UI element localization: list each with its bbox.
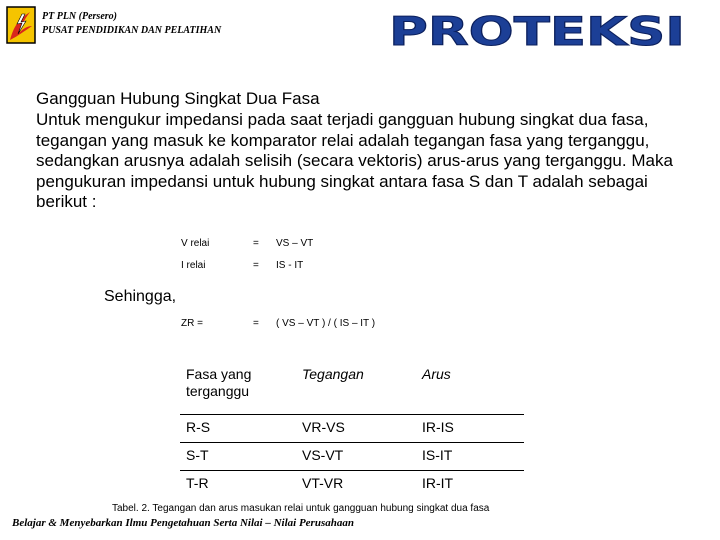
sehingga-label: Sehingga, bbox=[104, 288, 177, 305]
table-header-row bbox=[180, 360, 524, 415]
cell-arus: IR-IT bbox=[416, 471, 524, 499]
pln-logo-icon bbox=[6, 6, 36, 44]
cell-fasa: S-T bbox=[180, 443, 296, 471]
cell-tegangan: VR-VS bbox=[296, 415, 416, 443]
equation-i-relai-lhs: I relai bbox=[181, 260, 206, 271]
header-arus: Arus bbox=[422, 366, 451, 382]
cell-arus: IS-IT bbox=[416, 443, 524, 471]
table-row bbox=[180, 443, 524, 471]
table-caption: Tabel. 2. Tegangan dan arus masukan relai untuk gangguan hubung singkat dua fasa bbox=[112, 503, 490, 514]
equation-v-relai-rhs: VS – VT bbox=[276, 238, 314, 249]
equation-zr-equals: = bbox=[253, 318, 259, 329]
phase-table bbox=[180, 360, 524, 498]
equation-i-relai-equals: = bbox=[253, 260, 259, 271]
cell-tegangan: VS-VT bbox=[296, 443, 416, 471]
org-name-line2: PUSAT PENDIDIKAN DAN PELATIHAN bbox=[42, 25, 222, 36]
footer-slogan: Belajar & Menyebarkan Ilmu Pengetahuan Serta Nilai – Nilai Perusahaan bbox=[12, 517, 354, 529]
equation-v-relai-equals: = bbox=[253, 238, 259, 249]
equation-zr-rhs: ( VS – VT ) / ( IS – IT ) bbox=[276, 318, 376, 329]
proteksi-wordmark bbox=[384, 12, 690, 52]
equation-v-relai-lhs: V relai bbox=[181, 238, 210, 249]
equation-i-relai-rhs: IS - IT bbox=[276, 260, 304, 271]
wordmark-text: PROTEKSI bbox=[389, 12, 685, 52]
cell-tegangan: VT-VR bbox=[296, 471, 416, 499]
table-row bbox=[180, 471, 524, 499]
table-row bbox=[180, 415, 524, 443]
cell-fasa: R-S bbox=[180, 415, 296, 443]
org-name-line1: PT PLN (Persero) bbox=[42, 11, 117, 22]
cell-fasa: T-R bbox=[180, 471, 296, 499]
equation-zr-lhs: ZR = bbox=[181, 318, 203, 329]
cell-arus: IR-IS bbox=[416, 415, 524, 443]
section-heading: Gangguan Hubung Singkat Dua Fasa bbox=[36, 89, 320, 108]
body-paragraph: Untuk mengukur impedansi pada saat terjadi gangguan hubung singkat dua fasa, tegangan yang masuk ke komparator relai adalah tegangan fasa yang terganggu, sedangkan arusnya adalah selisih (secara vektoris) arus-arus yang terganggu. Maka pengukuran impedansi untuk hubung singkat antara fasa S dan T adalah sebagai berikut : bbox=[36, 110, 673, 211]
header-fasa: Fasa yang terganggu bbox=[186, 366, 252, 399]
header-tegangan: Tegangan bbox=[302, 366, 364, 382]
